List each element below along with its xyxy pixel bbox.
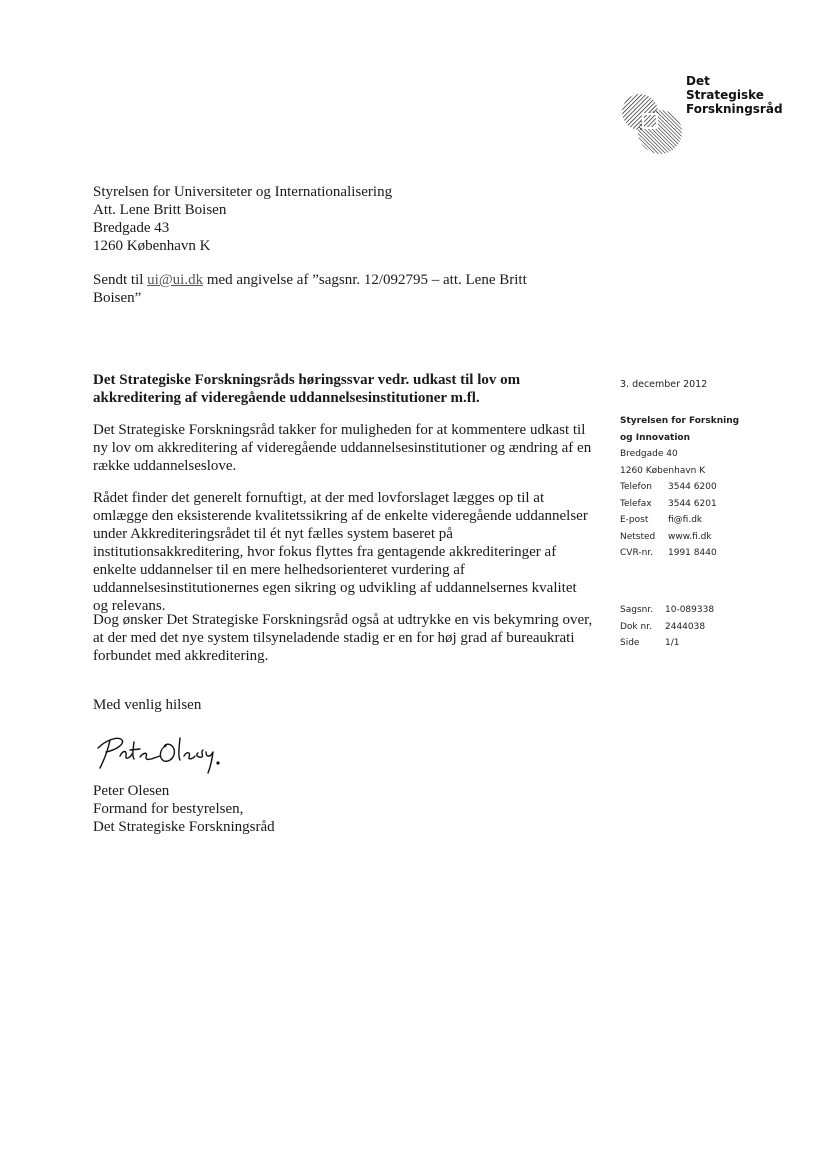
contact-row-phone bbox=[620, 479, 739, 496]
letter-date: 3. december 2012 bbox=[620, 379, 708, 390]
organization-logo bbox=[618, 70, 788, 170]
recipient-attention: Att. Lene Britt Boisen bbox=[93, 202, 227, 218]
signer-organization: Det Strategiske Forskningsråd bbox=[93, 819, 275, 835]
logo-wordmark bbox=[686, 74, 783, 116]
contact-label: Telefax bbox=[620, 498, 652, 509]
recipient-city: 1260 København K bbox=[93, 238, 211, 254]
closing-salutation: Med venlig hilsen bbox=[93, 697, 202, 713]
signer-name: Peter Olesen bbox=[93, 783, 170, 799]
recipient-address bbox=[93, 183, 392, 255]
contact-label: E-post bbox=[620, 515, 649, 525]
body-paragraph-3: Dog ønsker Det Strategiske Forskningsråd også at udtrykke en vis bekymring over, at der med det nye system tilsyneladende stadig er en for høj grad af bureaukrati forbundet med akkreditering. bbox=[93, 612, 593, 664]
meta-row-case-number bbox=[620, 602, 714, 619]
body-paragraph-2: Rådet finder det generelt fornuftigt, at der med lovforslaget lægges op til at omlægge den eksisterende kvalitetssikring af de enkelte videregående uddannelser under Akkrediteringsrådet til ét nyt fælles system baseret på institutionsakkreditering, hvor fokus flyttes fra gentagende akkrediteringer af enkelte uddannelser til en mere helhedsorienteret vurdering af uddannelsesinstitutionernes egen sikring og udvikling af uddannelsernes kvalitet og relevans. bbox=[93, 490, 588, 614]
contact-label: CVR-nr. bbox=[620, 548, 654, 558]
case-reference-block bbox=[620, 602, 714, 652]
contact-row-cvr bbox=[620, 545, 739, 562]
recipient-name: Styrelsen for Universiteter og Internationalisering bbox=[93, 184, 393, 200]
logo-line-3: Forskningsråd bbox=[686, 102, 783, 116]
contact-row-email bbox=[620, 512, 739, 529]
meta-label: Side bbox=[620, 638, 640, 648]
contact-label: Telefon bbox=[620, 482, 652, 492]
meta-row-document-number bbox=[620, 619, 714, 636]
meta-value: 1/1 bbox=[665, 638, 680, 648]
sender-contact-block bbox=[620, 413, 739, 562]
meta-value: 2444038 bbox=[665, 621, 706, 632]
contact-value[interactable]: fi@fi.dk bbox=[668, 515, 703, 525]
signer-title: Formand for bestyrelsen, bbox=[93, 801, 244, 817]
recipient-street: Bredgade 43 bbox=[93, 220, 170, 236]
contact-label: Netsted bbox=[620, 531, 656, 542]
sender-org-line-2: og Innovation bbox=[620, 432, 691, 443]
sent-to-note bbox=[93, 271, 553, 307]
meta-row-page bbox=[620, 635, 714, 652]
contact-value: 3544 6201 bbox=[668, 498, 717, 509]
email-link[interactable]: ui@ui.dk bbox=[147, 272, 204, 288]
letter-subject: Det Strategiske Forskningsråds høringssvar vedr. udkast til lov om akkreditering af videregående uddannelsesinstitutioner m.fl. bbox=[93, 372, 521, 406]
meta-label: Sagsnr. bbox=[620, 605, 654, 615]
body-paragraph-1: Det Strategiske Forskningsråd takker for muligheden for at kommentere udkast til ny lov om akkreditering af videregående uddannelsesinstitutioner og ændring af en række uddannelseslove. bbox=[93, 422, 592, 474]
meta-label: Dok nr. bbox=[620, 621, 652, 632]
contact-row-website bbox=[620, 529, 739, 546]
meta-value: 10-089338 bbox=[665, 605, 715, 615]
sent-suffix: med angivelse af ”sagsnr. 12/092795 – att. Lene Britt Boisen” bbox=[93, 272, 527, 306]
logo-line-1: Det bbox=[686, 74, 710, 88]
contact-value: 1991 8440 bbox=[668, 548, 717, 558]
handwritten-signature bbox=[92, 726, 232, 783]
sender-street: Bredgade 40 bbox=[620, 449, 678, 459]
logo-line-2: Strategiske bbox=[686, 88, 764, 102]
sender-org-line-1: Styrelsen for Forskning bbox=[620, 416, 740, 426]
logo-circles-icon bbox=[618, 88, 688, 168]
contact-row-fax bbox=[620, 496, 739, 513]
contact-value: 3544 6200 bbox=[668, 482, 717, 492]
sender-city: 1260 København K bbox=[620, 465, 706, 476]
contact-value[interactable]: www.fi.dk bbox=[668, 531, 712, 542]
sent-prefix: Sendt til bbox=[93, 272, 148, 288]
signer-block bbox=[93, 782, 275, 836]
